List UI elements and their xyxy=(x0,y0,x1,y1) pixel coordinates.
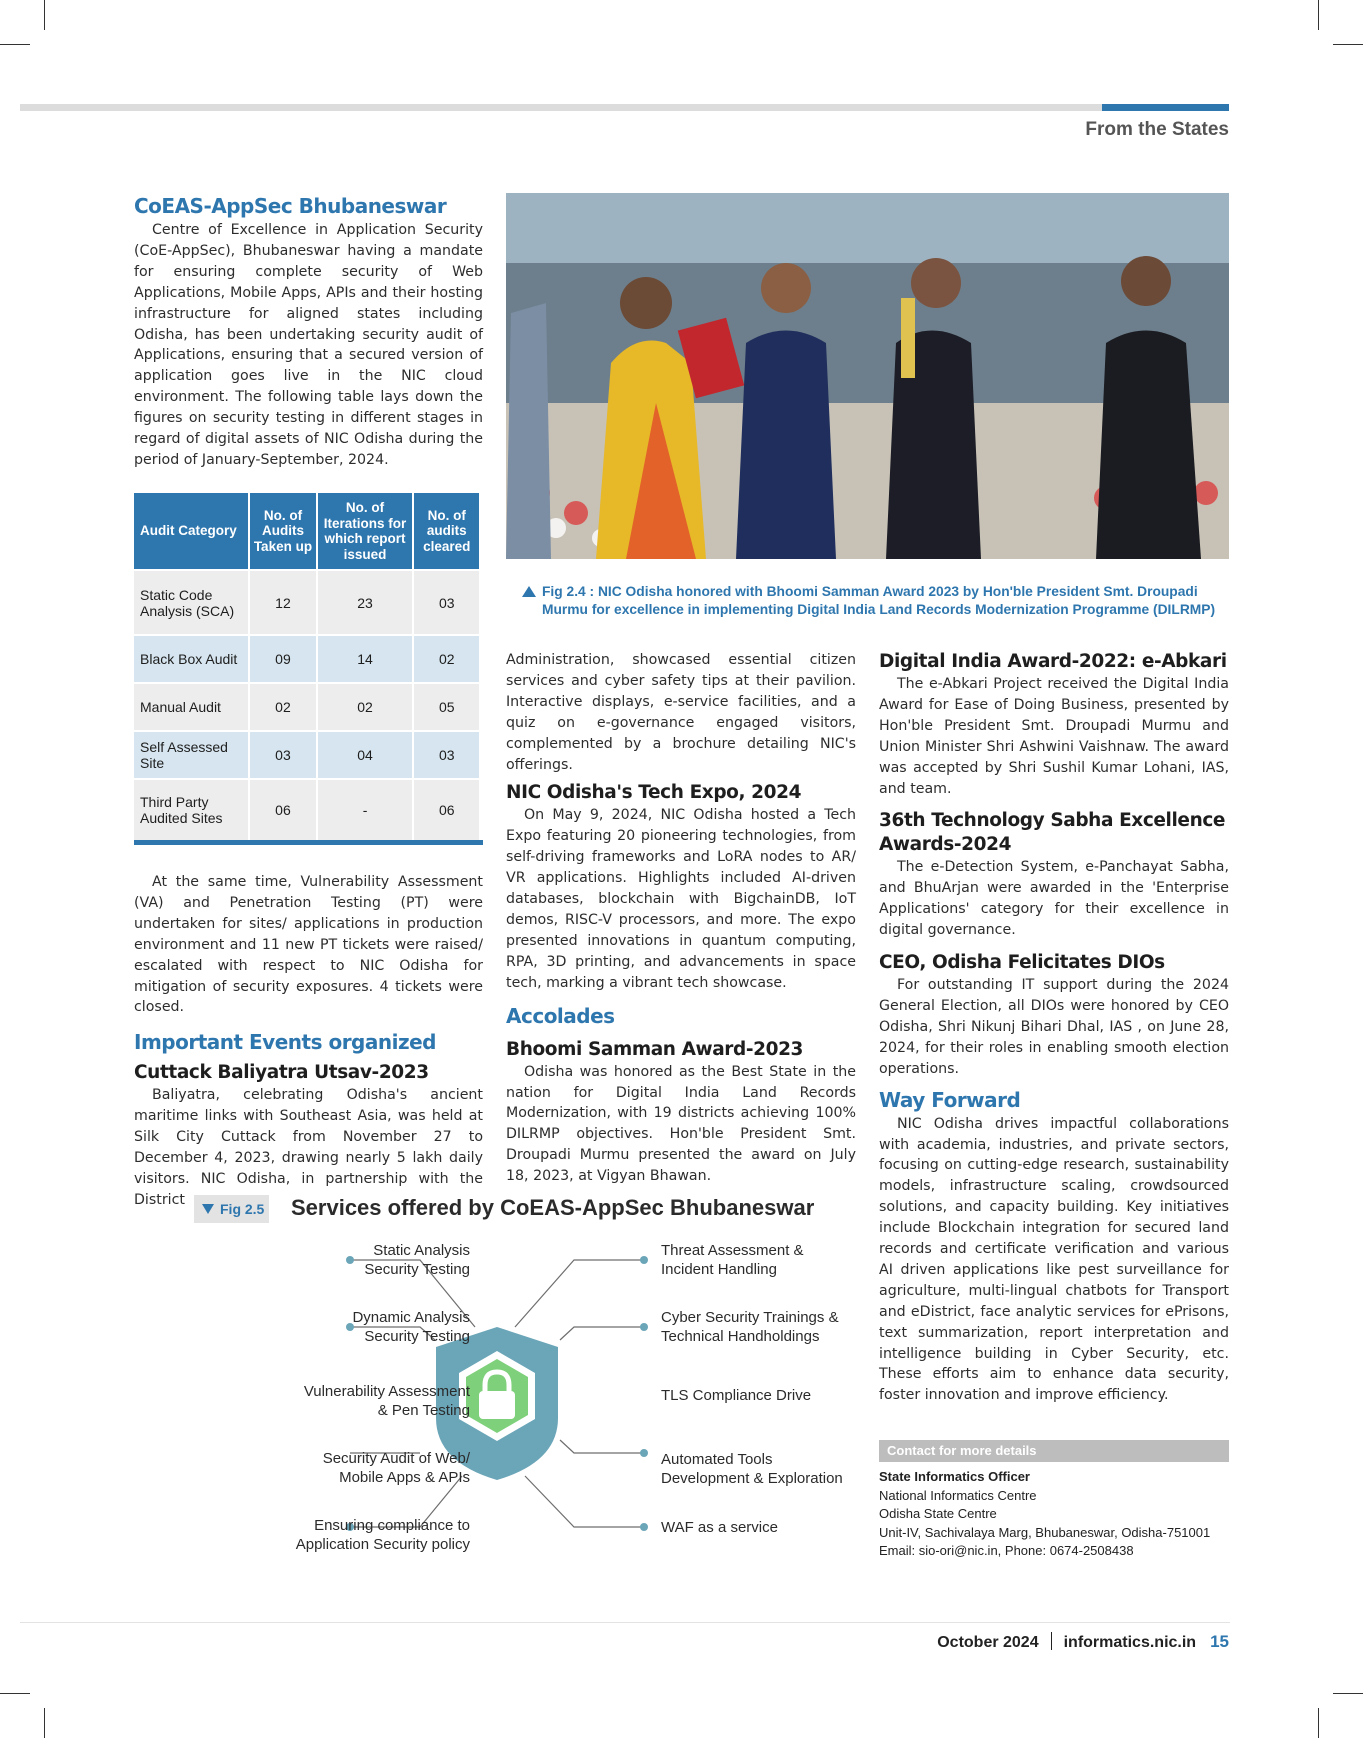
page-number: 15 xyxy=(1210,1632,1229,1651)
fig-2-4-caption xyxy=(522,583,1229,618)
table-cell: Self Assessed Site xyxy=(134,730,248,778)
audit-table xyxy=(132,493,481,840)
table-row xyxy=(134,778,479,840)
crop-mark xyxy=(1318,1708,1319,1738)
fig-2-5-tag-label: Fig 2.5 xyxy=(220,1201,265,1217)
contact-line: National Informatics Centre xyxy=(879,1487,1037,1503)
contact-line: Odisha State Centre xyxy=(879,1506,997,1522)
table-row xyxy=(134,730,479,778)
cuttack-heading: Cuttack Baliyatra Utsav-2023 xyxy=(134,1062,429,1084)
award-photo-illustration xyxy=(506,193,1229,559)
table-bottom-rule xyxy=(134,840,483,845)
coe-title: CoEAS-AppSec Bhubaneswar xyxy=(134,194,447,218)
middle-column xyxy=(506,650,856,1187)
table-cell: 06 xyxy=(250,778,315,840)
tech-sabha-heading: 36th Technology Sabha Excellence Awards-2024 xyxy=(879,810,1226,856)
header-rule xyxy=(20,104,1102,111)
left-column-lower xyxy=(134,872,483,1211)
table-cell: 14 xyxy=(318,634,413,682)
contact-details xyxy=(879,1468,1229,1561)
footer-rule xyxy=(20,1622,1230,1623)
service-automated-tools: Automated Tools Development & Exploration xyxy=(661,1451,843,1487)
table-header-row xyxy=(134,493,479,569)
table-header-cell: No. of audits cleared xyxy=(414,493,479,569)
fig-2-5-tag xyxy=(194,1195,269,1223)
table-cell: 06 xyxy=(414,778,479,840)
tech-sabha-paragraph: The e-Detection System, e-Panchayat Sabha, and BhuArjan were awarded in the 'Enterprise Applications' category for their excellence in digital governance. xyxy=(879,859,1229,939)
crop-mark xyxy=(0,1693,30,1694)
contact-line: Unit-IV, Sachivalaya Marg, Bhubaneswar, Odisha-751001 xyxy=(879,1524,1211,1540)
crop-mark xyxy=(44,1708,45,1738)
service-cyber-trainings: Cyber Security Trainings & Technical Handholdings xyxy=(661,1309,839,1345)
expo-heading: NIC Odisha's Tech Expo, 2024 xyxy=(506,782,802,804)
contact-line: Email: sio-ori@nic.in, Phone: 0674-2508438 xyxy=(879,1543,1134,1559)
triangle-down-icon xyxy=(202,1204,214,1214)
way-forward-heading: Way Forward xyxy=(879,1087,1021,1112)
footer-site: informatics.nic.in xyxy=(1063,1634,1197,1651)
services-diagram xyxy=(130,1240,870,1580)
table-cell: 12 xyxy=(250,569,315,634)
crop-mark xyxy=(44,0,45,30)
service-tls-compliance: TLS Compliance Drive xyxy=(661,1387,812,1404)
page-footer xyxy=(937,1630,1229,1655)
cuttack-continued-paragraph: Administration, showcased essential citizen services and cyber safety tips at their pavilion. Interactive displays, e-service facilities, and a quiz on e-governance engaged visitors, complemented by a brochure detailing NIC's offerings. xyxy=(506,652,856,773)
fig-2-5-title: Services offered by CoEAS-AppSec Bhubaneswar xyxy=(291,1195,815,1220)
accolades-heading: Accolades xyxy=(506,1003,615,1028)
bhoomi-heading: Bhoomi Samman Award-2023 xyxy=(506,1038,804,1060)
table-cell: 04 xyxy=(318,730,413,778)
table-cell: 02 xyxy=(250,682,315,730)
crop-mark xyxy=(1333,44,1363,45)
expo-paragraph: On May 9, 2024, NIC Odisha hosted a Tech Expo featuring 20 pioneering technologies, from self-driving frameworks and LoRA nodes to AR/ VR applications. Highlights included AI-driven databases, blockchain with BigchainDB, IoT demos, RISC-V processors, and more. The expo presented innovations in quantum computing, RPA, 3D printing, and advancements in space tech, marking a vibrant tech showcase. xyxy=(506,807,856,991)
contact-title: State Informatics Officer xyxy=(879,1469,1030,1484)
table-cell: 03 xyxy=(414,730,479,778)
table-cell: Manual Audit xyxy=(134,682,248,730)
table-cell: Third Party Audited Sites xyxy=(134,778,248,840)
contact-bar: Contact for more details xyxy=(879,1440,1229,1462)
caption-line-2: Murmu for excellence in implementing Digital India Land Records Modernization Programme (DILRMP) xyxy=(542,601,1216,617)
bhoomi-paragraph: Odisha was honored as the Best State in the nation for Digital India Land Records Modernization, with 19 districts achieving 100% DILRMP objectives. Hon'ble President Smt. Droupadi Murmu presented the award on July 18, 2023, at Vigyan Bhawan. xyxy=(506,1063,856,1185)
vapt-paragraph: At the same time, Vulnerability Assessment (VA) and Penetration Testing (PT) were undertaken for sites/ applications in production environment and 11 new PT tickets were raised/ escalated with respect to NIC Odisha for mitigation of security exposures. 4 tickets were closed. xyxy=(134,874,483,1016)
left-column xyxy=(134,192,483,471)
table-cell: - xyxy=(318,778,413,840)
triangle-up-icon xyxy=(522,586,536,597)
ceo-heading: CEO, Odisha Felicitates DIOs xyxy=(879,952,1165,974)
table-row xyxy=(134,682,479,730)
award-photo xyxy=(506,193,1229,559)
table-header-cell: No. of Audits Taken up xyxy=(250,493,315,569)
service-waf: WAF as a service xyxy=(661,1519,778,1536)
service-threat-assessment: Threat Assessment & Incident Handling xyxy=(661,1242,804,1278)
crop-mark xyxy=(1333,1693,1363,1694)
table-cell: 23 xyxy=(318,569,413,634)
footer-month: October 2024 xyxy=(937,1634,1039,1651)
table-cell: 05 xyxy=(414,682,479,730)
service-security-audit: Security Audit of Web/ Mobile Apps & APIs xyxy=(322,1450,470,1486)
service-dynamic-analysis: Dynamic Analysis Security Testing xyxy=(352,1309,470,1345)
table-cell: 03 xyxy=(250,730,315,778)
digital-india-heading: Digital India Award-2022: e-Abkari xyxy=(879,651,1227,672)
cuttack-paragraph: Baliyatra, celebrating Odisha's ancient maritime links with Southeast Asia, was held at Silk City Cuttack from November 27 to December 4, 2023, drawing nearly 5 lakh daily visitors. NIC Odisha, in partnership with the District xyxy=(134,1087,483,1208)
ceo-paragraph: For outstanding IT support during the 2024 General Election, all DIOs were honored by CEO Odisha, Shri Nikunj Bihari Dhal, IAS , on June 28, 2024, for their roles in enabling smooth election operations. xyxy=(879,977,1229,1077)
service-static-analysis: Static Analysis Security Testing xyxy=(364,1242,470,1278)
digital-india-paragraph: The e-Abkari Project received the Digital India Award for Ease of Doing Business, presented by Hon'ble President Smt. Droupadi Murmu and Union Minister Shri Ashwini Vaishnaw. The award was accepted by Shri Sushil Kumar Lohani, IAS, and team. xyxy=(879,676,1229,797)
table-cell: 02 xyxy=(318,682,413,730)
footer-separator xyxy=(1051,1632,1052,1650)
service-compliance: Ensuring compliance to Application Security policy xyxy=(295,1517,470,1553)
crop-mark xyxy=(1318,0,1319,30)
table-row xyxy=(134,634,479,682)
table-header-cell: No. of Iterations for which report issued xyxy=(318,493,413,569)
table-cell: 02 xyxy=(414,634,479,682)
way-forward-paragraph: NIC Odisha drives impactful collaborations with academia, industries, and private sectors, focusing on cutting-edge research, sustainability models, infrastructure scaling, crowdsourced solutions, and capacity building. Key initiatives include Blockchain integration for secured land records and certificate verification and various AI driven applications like pest surveillance for agriculture, multi-lingual chatbots for Transport and eDistrict, face analytic services for ePrisons, text summarization, report interpretation and intelligence building in Cyber Security, etc. These efforts aim to enhance data security, foster innovation and improve efficiency. xyxy=(879,1115,1229,1404)
section-label: From the States xyxy=(1085,119,1229,140)
events-heading: Important Events organized xyxy=(134,1030,436,1055)
table-row xyxy=(134,569,479,634)
table-cell: 03 xyxy=(414,569,479,634)
right-column xyxy=(879,650,1229,1406)
crop-mark xyxy=(0,44,30,45)
table-cell: Black Box Audit xyxy=(134,634,248,682)
caption-line-1: Fig 2.4 : NIC Odisha honored with Bhoomi Samman Award 2023 by Hon'ble President Smt. Droupadi xyxy=(542,584,1198,599)
table-header-cell: Audit Category xyxy=(134,493,248,569)
header-accent-rule xyxy=(1102,104,1229,111)
table-cell: Static Code Analysis (SCA) xyxy=(134,569,248,634)
coe-intro-paragraph: Centre of Excellence in Application Security (CoE-AppSec), Bhubaneswar having a mandate for ensuring complete security of Web Applications, Mobile Apps, APIs and their hosting infrastructure for aligned states including Odisha, has been undertaking security audit of Applications, ensuring that a secured version of application goes live in the NIC cloud environment. The following table lays down the figures on security testing in different stages in regard of digital assets of NIC Odisha during the period of January-September, 2024. xyxy=(134,222,483,468)
table-cell: 09 xyxy=(250,634,315,682)
service-vulnerability-assessment: Vulnerability Assessment & Pen Testing xyxy=(303,1383,470,1419)
